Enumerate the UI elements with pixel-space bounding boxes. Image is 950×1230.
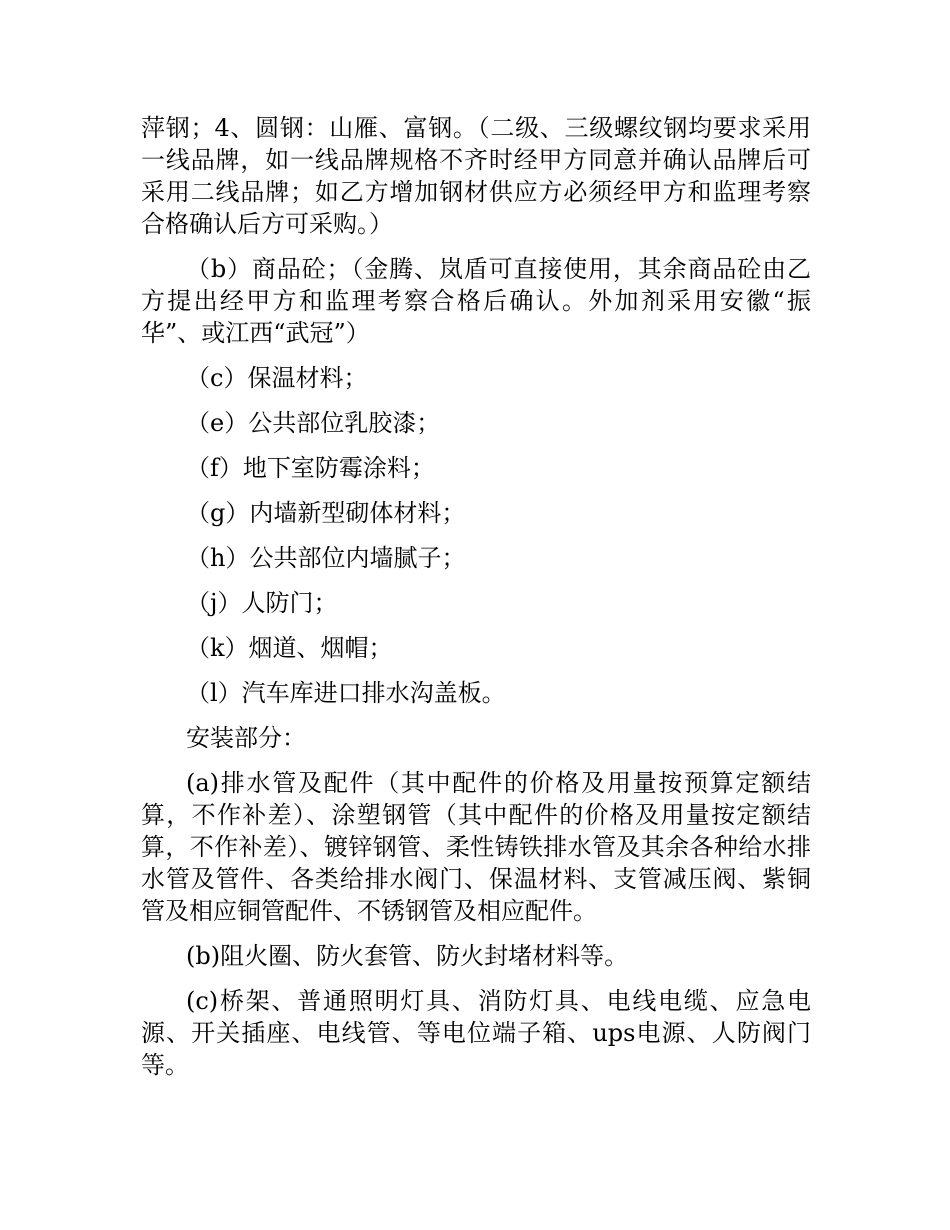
paragraph-ready-mix-concrete: （b）商品砼；（金腾、岚盾可直接使用，其余商品砼由乙方提出经甲方和监理考察合格后确认。外加剂采用安徽“振华”、或江西“武冠”）: [141, 255, 811, 347]
paragraph-electrical: (c)桥架、普通照明灯具、消防灯具、电线电缆、应急电源、开关插座、电线管、等电位端子箱、ups电源、人防阀门等。: [141, 987, 811, 1079]
paragraph-insulation-material: （c）保温材料；: [186, 364, 368, 392]
document-body: [141, 112, 811, 1094]
paragraph-wall-putty: （h）公共部位内墙腻子；: [186, 544, 466, 572]
section-heading-installation: 安装部分：: [186, 724, 306, 752]
paragraph-flue-cap: （k）烟道、烟帽；: [186, 634, 393, 662]
paragraph-latex-paint: （e）公共部位乳胶漆；: [186, 409, 441, 437]
paragraph-antimildew-coating: （f）地下室防霉涂料；: [186, 454, 435, 482]
paragraph-steel-brands: 萍钢；4、圆钢：山雁、富钢。（二级、三级螺纹钢均要求采用一线品牌，如一线品牌规格不齐时经甲方同意并确认品牌后可采用二线品牌；如乙方增加钢材供应方必须经甲方和监理考察合格确认后方可采购。）: [141, 114, 811, 238]
paragraph-civil-defense-door: （j）人防门；: [186, 589, 338, 617]
paragraph-fire-stop: (b)阻火圈、防火套管、防火封堵材料等。: [186, 942, 629, 970]
paragraph-drain-cover: （l）汽车库进口排水沟盖板。: [186, 679, 506, 707]
paragraph-masonry-material: （g）内墙新型砌体材料；: [186, 499, 466, 527]
paragraph-drainage-pipes: (a)排水管及配件（其中配件的价格及用量按预算定额结算，不作补差）、涂塑钢管（其中配件的价格及用量按定额结算，不作补差）、镀锌钢管、柔性铸铁排水管及其余各种给水排水管及管件、各类给排水阀门、保温材料、支管减压阀、紫铜管及相应铜管配件、不锈钢管及相应配件。: [141, 769, 811, 925]
